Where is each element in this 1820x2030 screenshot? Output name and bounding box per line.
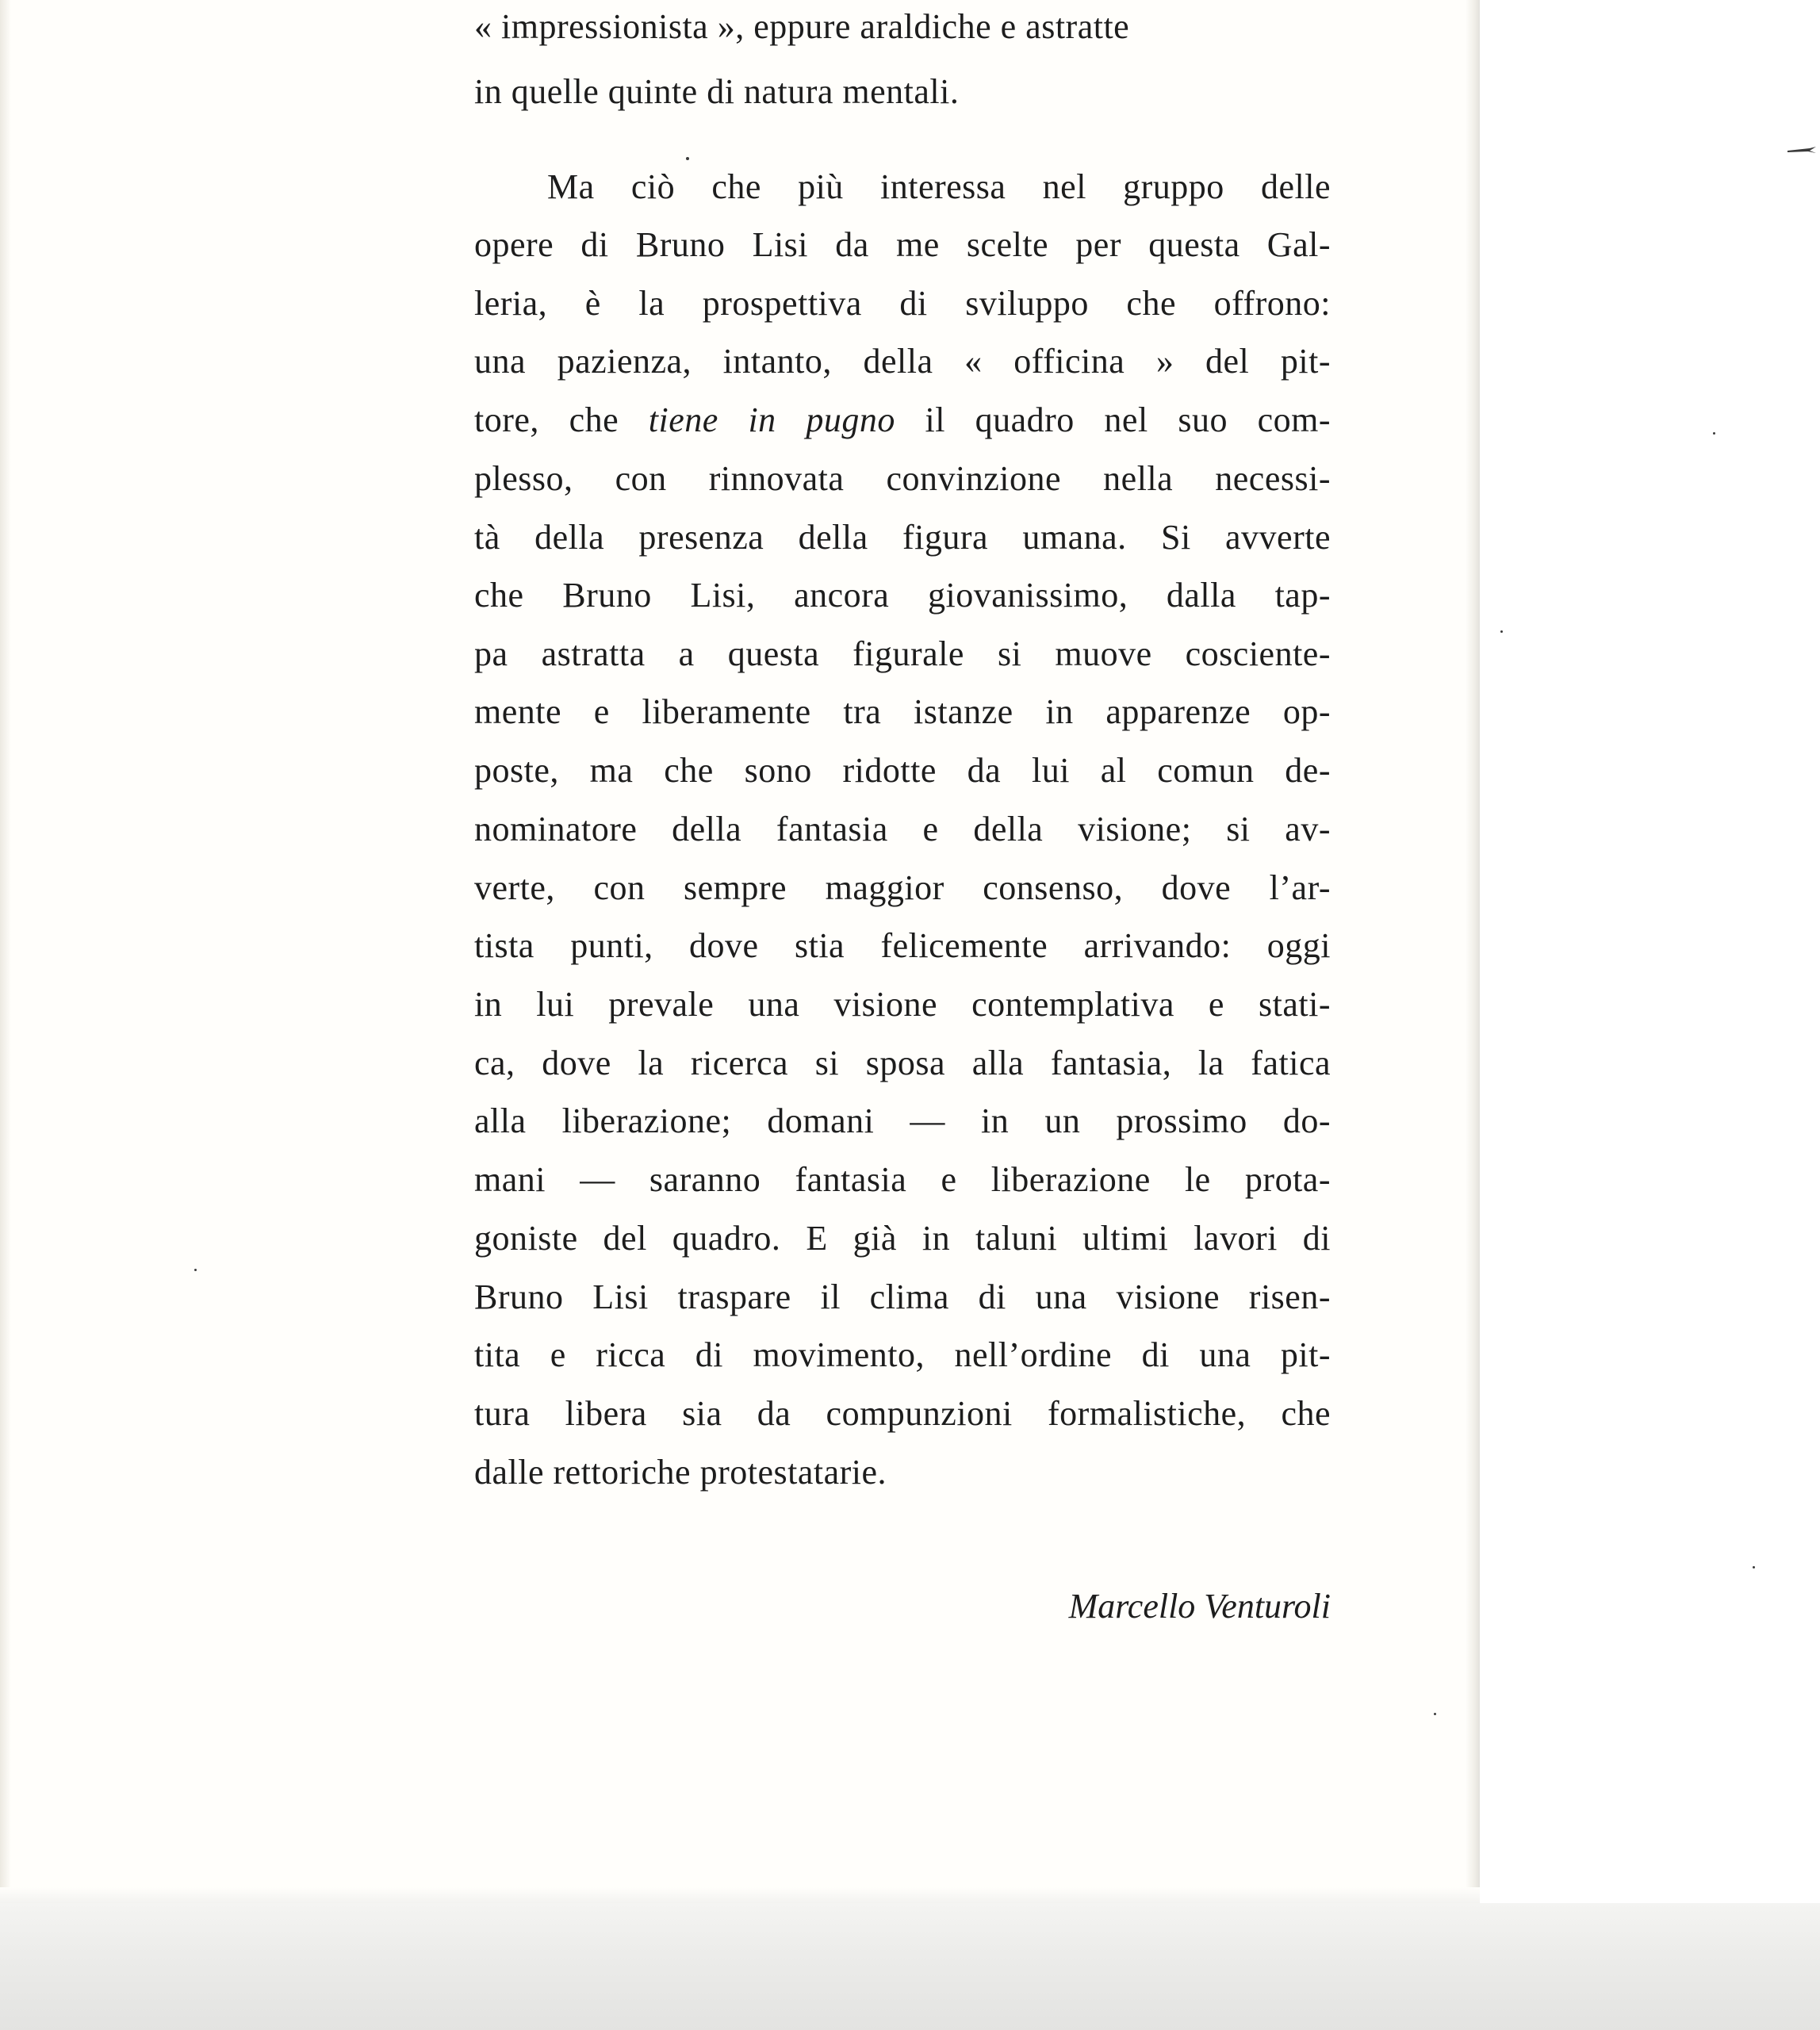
- text-line: leria, è la prospettiva di sviluppo che offrono:: [474, 284, 1331, 323]
- text-line: poste, ma che sono ridotte da lui al comun de-: [474, 751, 1331, 790]
- text-line: ca, dove la ricerca si sposa alla fantasia, la fatica: [474, 1044, 1331, 1082]
- scan-speck: [1434, 1713, 1436, 1715]
- text-line: una pazienza, intanto, della « officina » del pit-: [474, 342, 1331, 381]
- text-line-with-emphasis: [474, 398, 1331, 442]
- margin-mark-icon: [1786, 145, 1818, 155]
- text-line: opere di Bruno Lisi da me scelte per questa Gal-: [474, 225, 1331, 264]
- text-line: tà della presenza della figura umana. Si avverte: [474, 518, 1331, 557]
- text-line: alla liberazione; domani — in un prossimo do-: [474, 1101, 1331, 1140]
- text-line: Bruno Lisi traspare il clima di una visione risen-: [474, 1277, 1331, 1316]
- page-left-edge: [0, 0, 11, 2006]
- text-line: Ma ciò che più interessa nel gruppo delle: [547, 167, 1331, 206]
- text-line: che Bruno Lisi, ancora giovanissimo, dalla tap-: [474, 576, 1331, 615]
- scan-speck: [1500, 630, 1503, 633]
- text-line: plesso, con rinnovata convinzione nella necessi-: [474, 459, 1331, 498]
- page-right-edge-shadow: [1466, 0, 1480, 2006]
- scanner-background: [0, 1903, 1820, 2030]
- text-line: pa astratta a questa figurale si muove cosciente-: [474, 634, 1331, 673]
- text-line: mani — saranno fantasia e liberazione le prota-: [474, 1160, 1331, 1199]
- scan-speck: [1713, 432, 1715, 435]
- emphasized-phrase: tiene in pugno: [648, 400, 895, 439]
- text-fragment: tore,: [474, 400, 539, 439]
- text-fragment: il quadro nel suo com-: [925, 400, 1331, 439]
- text-line: verte, con sempre maggior consenso, dove l’ar-: [474, 868, 1331, 907]
- scan-speck: [686, 157, 689, 160]
- text-fragment: che: [569, 400, 619, 439]
- text-line: in quelle quinte di natura mentali.: [474, 72, 960, 111]
- text-line: mente e liberamente tra istanze in apparenze op-: [474, 692, 1331, 731]
- text-line: in lui prevale una visione contemplativa e stati-: [474, 985, 1331, 1024]
- text-line: tura libera sia da compunzioni formalistiche, che: [474, 1394, 1331, 1433]
- text-line: tista punti, dove stia felicemente arrivando: oggi: [474, 926, 1331, 965]
- text-line: nominatore della fantasia e della visione; si av-: [474, 810, 1331, 848]
- scan-speck: [194, 1269, 197, 1271]
- author-signature: Marcello Venturoli: [1068, 1587, 1331, 1626]
- scan-speck: [1753, 1566, 1755, 1568]
- text-line: dalle rettoriche protestatarie.: [474, 1453, 887, 1492]
- text-line: goniste del quadro. E già in taluni ultimi lavori di: [474, 1219, 1331, 1258]
- text-line: « impressionista », eppure araldiche e astratte: [474, 7, 1130, 46]
- text-line: tita e ricca di movimento, nell’ordine di una pit-: [474, 1335, 1331, 1374]
